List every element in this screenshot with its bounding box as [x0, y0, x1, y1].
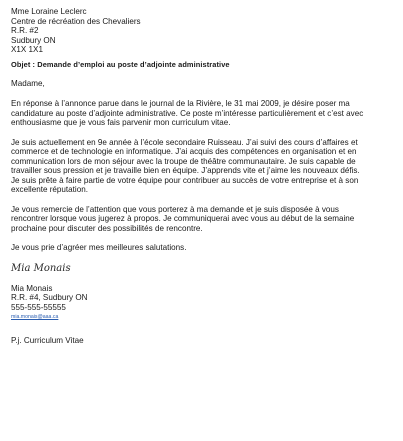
paragraph-line: travailler sous pression et je travaille bien en équipe. J’apprends vite et j’aime les nouveaux défis.	[11, 166, 360, 176]
subject-line: Objet : Demande d’emploi au poste d’adjointe administrative	[11, 59, 230, 69]
paragraph-line: enthousiasme que je vous fais parvenir mon curriculum vitae.	[11, 118, 231, 128]
paragraph-line: Je suis actuellement en 9e année à l’école secondaire Ruisseau. J’ai suivi des cours d’affaires et	[11, 137, 358, 147]
paragraph-line: commerce et de technologie en informatique. J’ai acquis des compétences en organisation et en	[11, 147, 357, 157]
recipient-city: Sudbury ON	[11, 35, 56, 45]
sender-name: Mia Monais	[11, 283, 53, 293]
recipient-postal-code: X1X 1X1	[11, 45, 43, 55]
paragraph-1	[11, 99, 397, 128]
recipient-route: R.R. #2	[11, 26, 39, 36]
recipient-address	[11, 7, 397, 55]
recipient-organization: Centre de récréation des Chevaliers	[11, 16, 141, 26]
paragraph-line: candidature au poste d’adjointe administrative. Ce poste m’intéresse particulièrement et c’est avec	[11, 108, 364, 118]
sender-block	[11, 284, 397, 320]
sender-email-link[interactable]: mia.monais@aaa.ca	[11, 313, 59, 320]
closing-formula: Je vous prie d’agréer mes meilleures salutations.	[11, 242, 187, 252]
signature: Mia Monais	[11, 263, 71, 275]
paragraph-line: Je suis prête à faire partie de votre équipe pour contribuer au succès de votre entreprise et à son	[11, 175, 359, 185]
paragraph-2	[11, 138, 397, 195]
sender-phone: 555-555-55555	[11, 303, 66, 313]
recipient-name: Mme Loraine Leclerc	[11, 7, 87, 16]
salutation: Madame,	[11, 79, 45, 89]
paragraph-line: excellente réputation.	[11, 185, 88, 195]
sender-address: R.R. #4, Sudbury ON	[11, 293, 88, 303]
paragraph-3	[11, 205, 397, 234]
paragraph-line: Je vous remercie de l’attention que vous porterez à ma demande et je suis disposée à vous	[11, 204, 339, 214]
enclosure-note: P.j. Curriculum Vitae	[11, 335, 84, 345]
paragraph-line: prochaine pour discuter des possibilités de rencontre.	[11, 224, 203, 234]
cover-letter	[11, 7, 397, 345]
paragraph-line: En réponse à l’annonce parue dans le journal de la Rivière, le 31 mai 2009, je désire poser ma	[11, 99, 350, 109]
paragraph-line: communication lors de mon séjour avec la troupe de théâtre communautaire. Je suis capable de	[11, 156, 356, 166]
paragraph-line: rencontrer lorsque vous jugerez à propos. Je communiquerai avec vous au début de la semaine	[11, 214, 355, 224]
